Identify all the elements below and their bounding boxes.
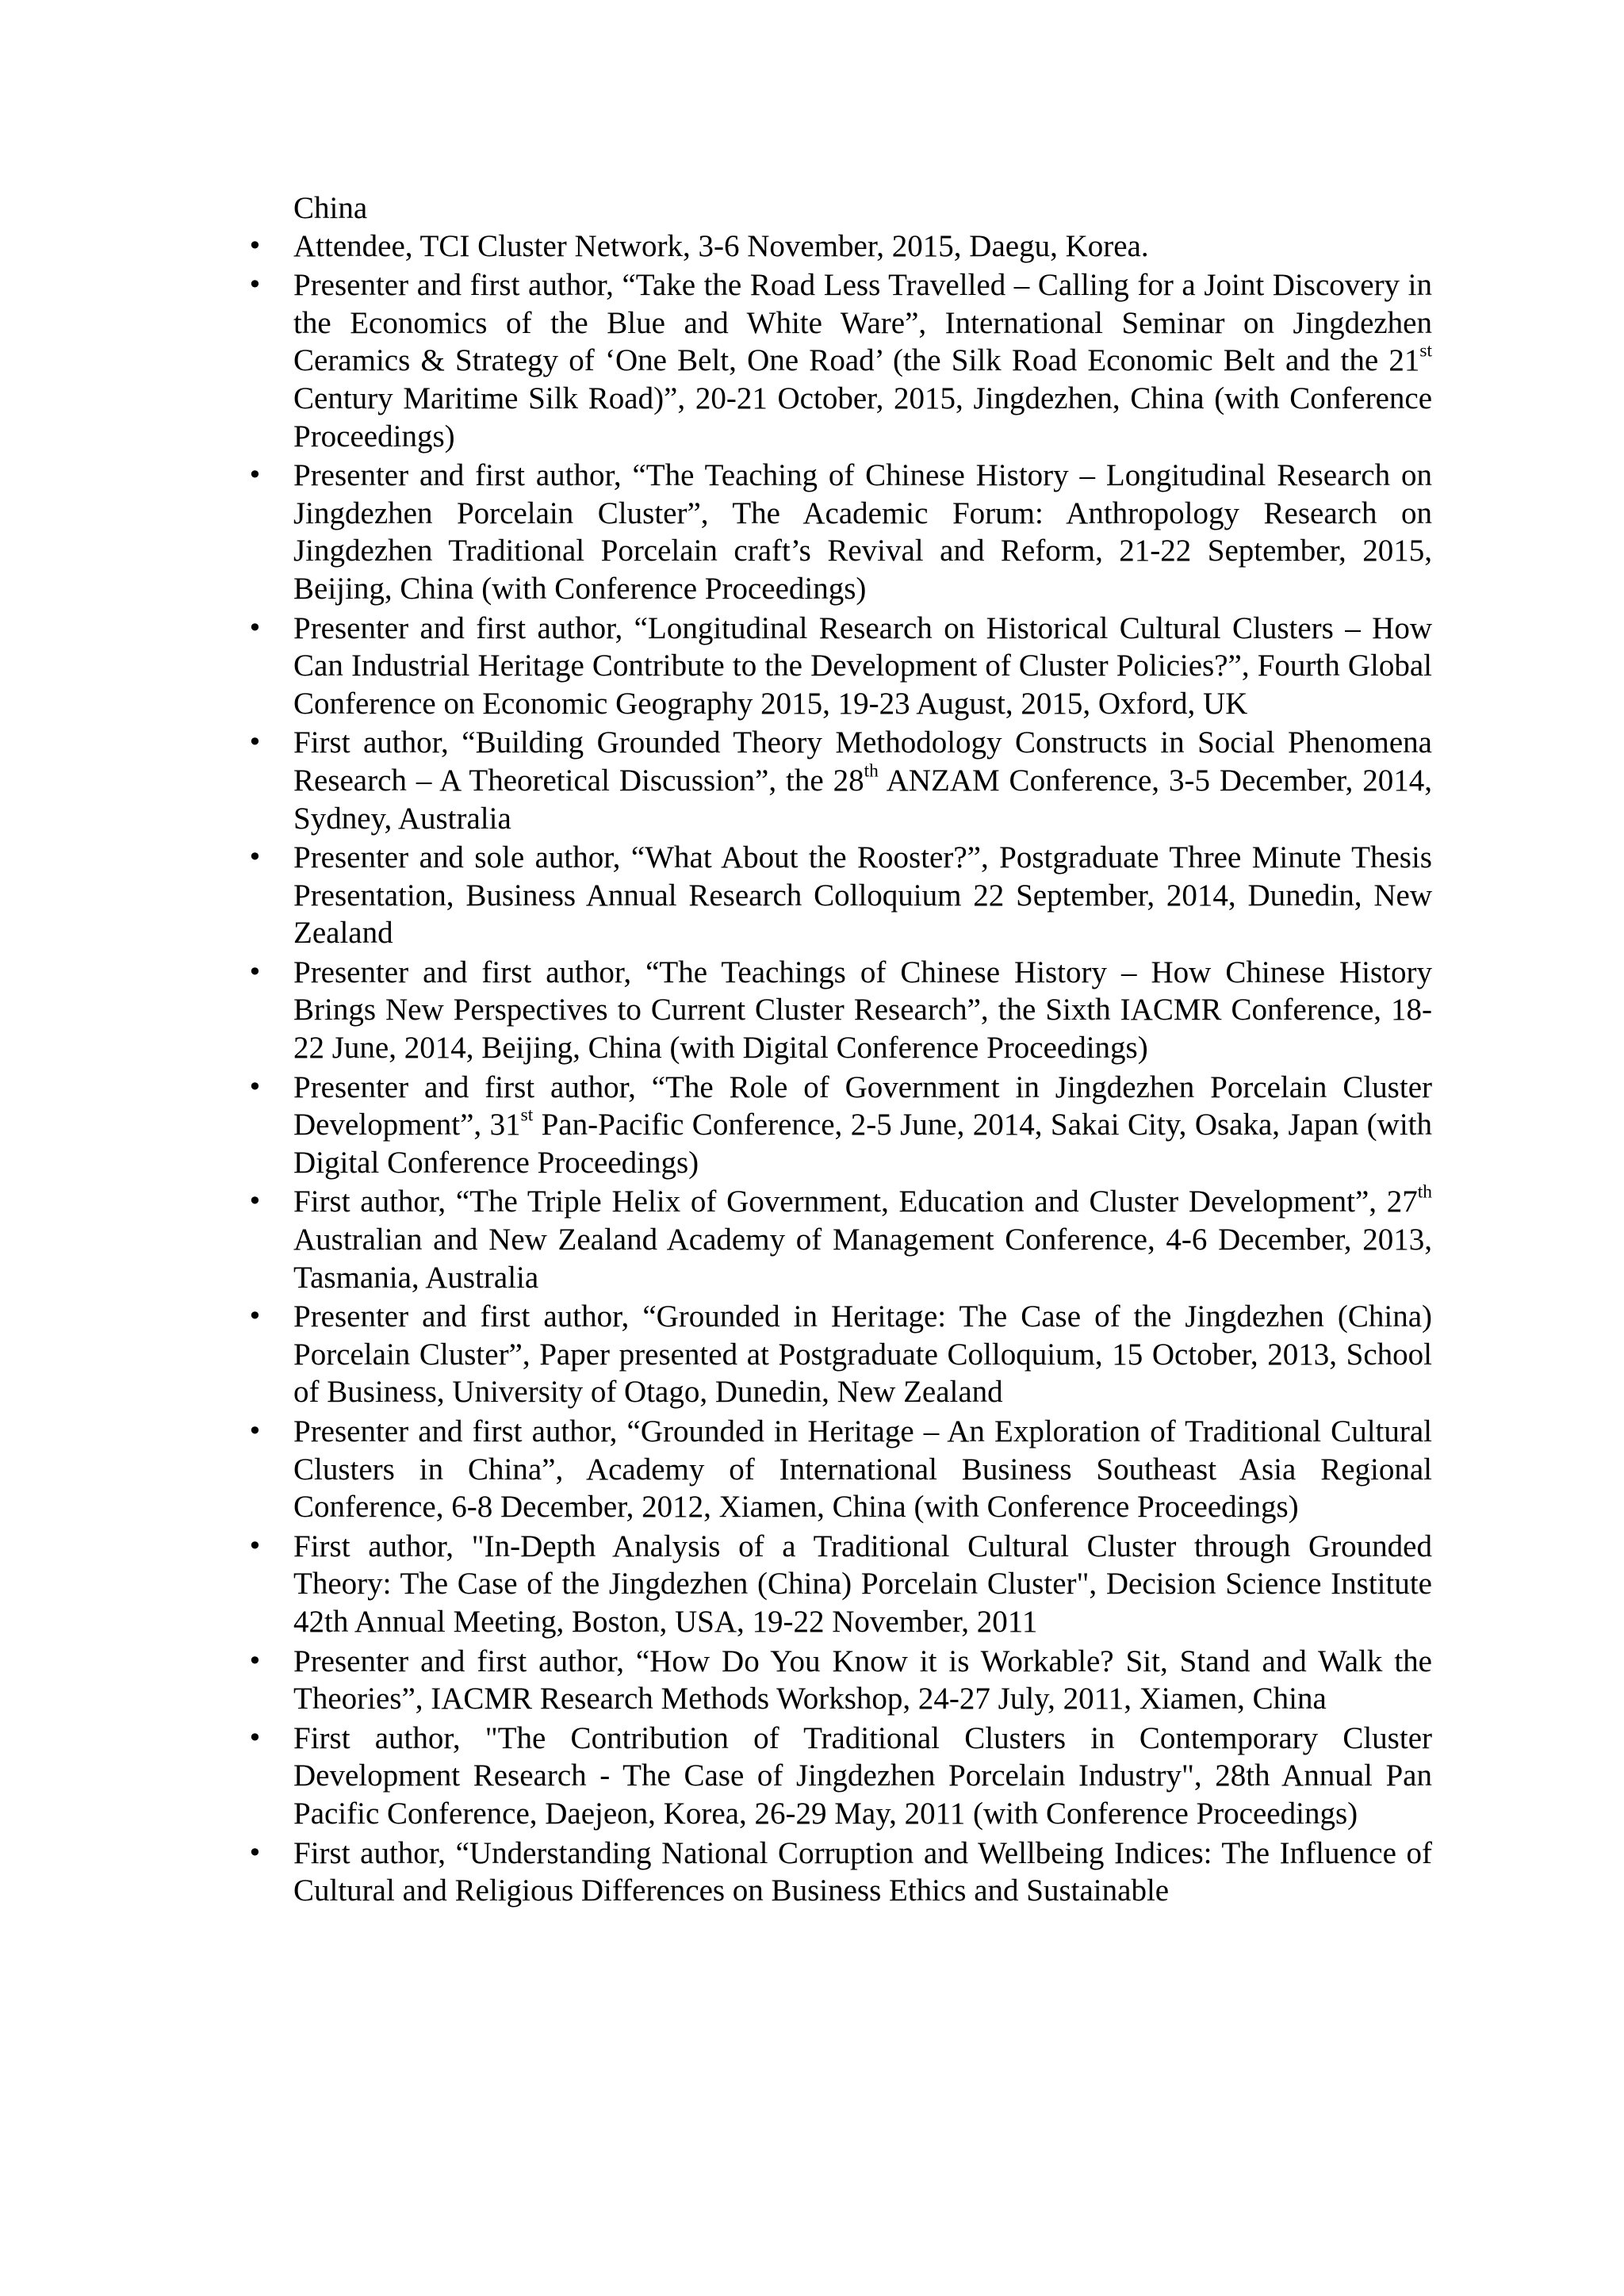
bullet-icon: • xyxy=(247,1722,262,1753)
entry-text: Century Maritime Silk Road)”, 20-21 October, 2015, Jingdezhen, China (with Conference Proceedings) xyxy=(293,381,1432,453)
conference-entry xyxy=(247,954,1432,1067)
conference-entry xyxy=(247,457,1432,607)
entry-text: Presenter and sole author, “What About the Rooster?”, Postgraduate Three Minute Thesis Presentation, Business Annual Research Colloquium 22 September, 2014, Dunedin, New Zealand xyxy=(293,840,1432,951)
conference-entry xyxy=(247,839,1432,952)
conference-entry xyxy=(247,228,1432,266)
entry-text: Attendee, TCI Cluster Network, 3-6 November, 2015, Daegu, Korea. xyxy=(293,228,1149,263)
continued-entry-text: China xyxy=(293,191,368,225)
conference-entry xyxy=(247,266,1432,455)
conference-entry xyxy=(247,1181,1432,1296)
conference-entry-list xyxy=(247,228,1432,1910)
conference-entry xyxy=(247,1298,1432,1411)
bullet-icon: • xyxy=(247,1530,262,1561)
bullet-icon: • xyxy=(247,956,262,987)
bullet-icon: • xyxy=(247,230,262,261)
entry-text: Presenter and first author, “Grounded in Heritage: The Case of the Jingdezhen (China) Porcelain Cluster”, Paper presented at Postgraduate Colloquium, 15 October, 2013, School of Business, University of Otago, Dunedin, New Zealand xyxy=(293,1299,1432,1410)
conference-entry xyxy=(247,724,1432,837)
entry-text: Presenter and first author, “How Do You Know it is Workable? Sit, Stand and Walk the Theories”, IACMR Research Methods Workshop, 24-27 July, 2011, Xiamen, China xyxy=(293,1644,1432,1716)
entry-text: ANZAM Conference, 3-5 December, 2014, Sydney, Australia xyxy=(293,763,1432,836)
bullet-icon: • xyxy=(247,1071,262,1102)
entry-text: Presenter and first author, “The Teachings of Chinese History – How Chinese History Brings New Perspectives to Current Cluster Research”, the Sixth IACMR Conference, 18-22 June, 2014, Beijing, China (with Digital Conference Proceedings) xyxy=(293,955,1432,1066)
bullet-icon: • xyxy=(247,1301,262,1332)
entry-text: First author, "The Contribution of Traditional Clusters in Contemporary Cluster Development Research - The Case of Jingdezhen Porcelain Industry", 28th Annual Pan Pacific Conference, Daejeon, Korea, 26-29 May, 2011 (with Conference Proceedings) xyxy=(293,1720,1432,1831)
ordinal-suffix: th xyxy=(864,760,879,782)
bullet-icon: • xyxy=(247,1837,262,1868)
bullet-icon: • xyxy=(247,460,262,491)
entry-text: First author, “Understanding National Corruption and Wellbeing Indices: The Influence of Cultural and Religious Differences on Business Ethics and Sustainable xyxy=(293,1835,1432,1908)
publication-list-section xyxy=(247,189,1432,1911)
conference-entry xyxy=(247,1643,1432,1718)
entry-text: First author, “Building Grounded Theory Methodology Constructs in Social Phenomena Research – A Theoretical Discussion”, the 28 xyxy=(293,725,1432,798)
entry-text: Pan-Pacific Conference, 2-5 June, 2014, Sakai City, Osaka, Japan (with Digital Conference Proceedings) xyxy=(293,1108,1432,1180)
ordinal-suffix: st xyxy=(1419,340,1432,362)
conference-entry xyxy=(247,1720,1432,1833)
bullet-icon: • xyxy=(247,612,262,643)
ordinal-suffix: th xyxy=(1417,1181,1432,1203)
entry-text: Australian and New Zealand Academy of Management Conference, 4-6 December, 2013, Tasmania, Australia xyxy=(293,1223,1432,1295)
conference-entry xyxy=(247,1069,1432,1182)
entry-text: Presenter and first author, “The Role of Government in Jingdezhen Porcelain Cluster Development”, 31 xyxy=(293,1070,1432,1142)
conference-entry xyxy=(247,1528,1432,1641)
bullet-icon: • xyxy=(247,1645,262,1676)
entry-text: Presenter and first author, “The Teaching of Chinese History – Longitudinal Research on Jingdezhen Porcelain Cluster”, The Academic Forum: Anthropology Research on Jingdezhen Traditional Porcelain craft’s Revival and Reform, 21-22 September, 2015, Beijing, China (with Conference Proceedings) xyxy=(293,458,1432,606)
bullet-icon: • xyxy=(247,1416,262,1446)
conference-entry xyxy=(247,610,1432,723)
entry-text: Presenter and first author, “Grounded in Heritage – An Exploration of Traditional Cultural Clusters in China”, Academy of International Business Southeast Asia Regional Conference, 6-8 December, 2012, Xiamen, China (with Conference Proceedings) xyxy=(293,1414,1432,1525)
bullet-icon: • xyxy=(247,270,262,300)
bullet-icon: • xyxy=(247,727,262,758)
entry-text: First author, “The Triple Helix of Government, Education and Cluster Development”, 27 xyxy=(293,1184,1418,1219)
entry-text: Presenter and first author, “Take the Road Less Travelled – Calling for a Joint Discovery in the Economics of the Blue and White Ware”, International Seminar on Jingdezhen Ceramics & Strategy of ‘One Belt, One Road’ (the Silk Road Economic Belt and the 21 xyxy=(293,268,1432,378)
entry-text: First author, "In-Depth Analysis of a Traditional Cultural Cluster through Grounded Theory: The Case of the Jingdezhen (China) Porcelain Cluster", Decision Science Institute 42th Annual Meeting, Boston, USA, 19-22 November, 2011 xyxy=(293,1529,1432,1639)
bullet-icon: • xyxy=(247,842,262,873)
conference-entry xyxy=(247,1835,1432,1910)
conference-entry xyxy=(247,1413,1432,1526)
ordinal-suffix: st xyxy=(520,1104,534,1126)
entry-text: Presenter and first author, “Longitudinal Research on Historical Cultural Clusters – How Can Industrial Heritage Contribute to the Development of Cluster Policies?”, Fourth Global Conference on Economic Geography 2015, 19-23 August, 2015, Oxford, UK xyxy=(293,610,1432,721)
bullet-icon: • xyxy=(247,1186,262,1217)
